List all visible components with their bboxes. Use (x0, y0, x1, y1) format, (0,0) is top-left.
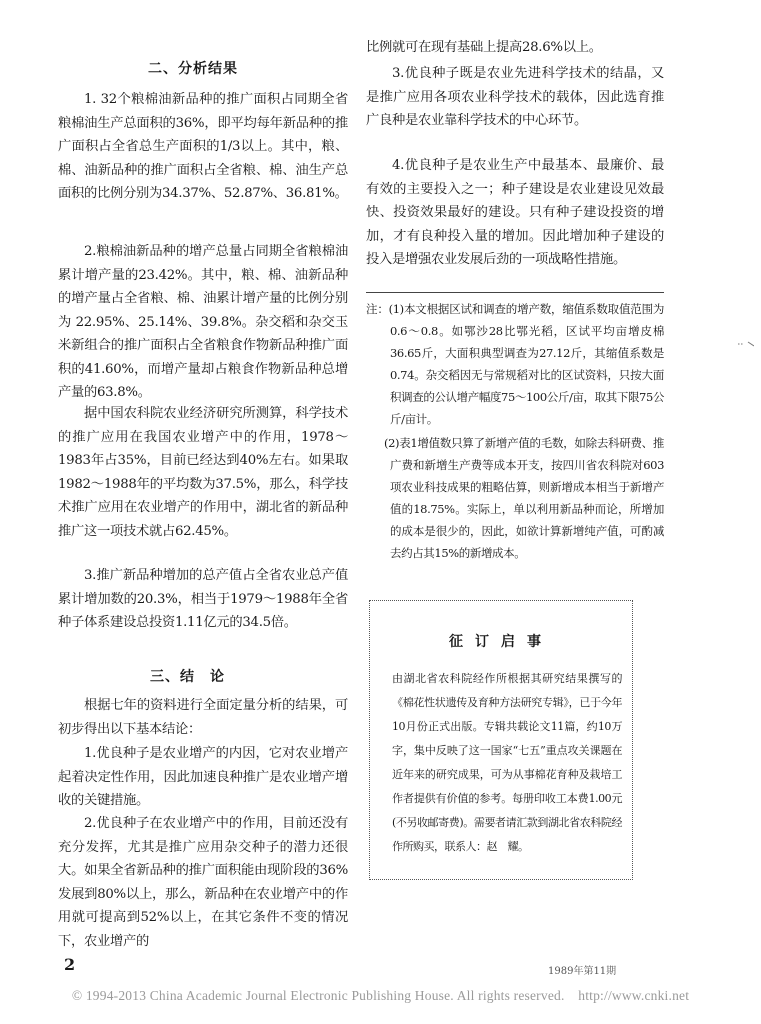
footnote-1-text: 注：(1)本文根据区试和调查的增产数，缩值系数取值范围为0.6～0.8。如鄂沙28比鄂光稻，区试平均亩增皮棉36.65斤，大面积典型调查为27.12斤，其缩值系数是0.74。杂交稻因无与常规稻对比的区试资料，只按大面积调查的公认增产幅度75～100公斤/亩，取其下限75公斤/亩计。 (366, 302, 664, 426)
para-result-1 (58, 88, 348, 206)
section-heading-analysis: 二、分析结果 (148, 61, 238, 77)
para-conclusion-intro-text: 根据七年的资料进行全面定量分析的结果，可初步得出以下基本结论： (58, 698, 348, 737)
notice-title: 征订启事 (449, 634, 553, 650)
subscription-notice-box (369, 600, 633, 880)
section-heading-conclusion: 三、结 论 (150, 669, 225, 685)
para-conclusion-2 (58, 812, 348, 953)
footnote-1 (366, 298, 664, 430)
para-result-2 (58, 240, 348, 405)
para-result-1-text: 1. 32个粮棉油新品种的推广面积占同期全省粮棉油生产总面积的36%，即平均每年新品种的推广面积占全省总生产面积的1/3以上。其中，粮、棉、油新品种的推广面积占全省粮、棉、油生产总面积的比例分别为34.37%、52.87%、36.81%。 (58, 92, 348, 201)
notice-body: 由湖北省农科院经作所根据其研究结果撰写的《棉花性状遗传及育种方法研究专辑》，已于今年10月份正式出版。专辑共载论文11篇，约10万字，集中反映了这一国家“七五”重点攻关课题在近年来的研究成果，可为从事棉花育种及栽培工作者提供有价值的参考。每册印收工本费1.00元(不另收邮寄费)。需要者请汇款到湖北省农科院经作所购买，联系人：赵 耀。 (392, 672, 622, 853)
para-continued-text: 比例就可在现有基础上提高28.6%以上。 (366, 40, 602, 55)
para-conclusion-4 (366, 154, 664, 272)
para-estimate-text: 据中国农科院农业经济研究所测算，科学技术的推广应用在我国农业增产中的作用，1978～1983年占35%，目前已经达到40%左右。如果取1982～1988年的平均数为37.5%，那么，科学技术推广应用在农业增产的作用中，湖北省的新品种推广这一项技术就占62.45%。 (58, 406, 348, 539)
para-conclusion-1-text: 1.优良种子是农业增产的内因，它对农业增产起着决定性作用，因此加速良种推广是农业增产增收的关键措施。 (58, 746, 348, 808)
para-result-3-text: 3.推广新品种增加的总产值占全省农业总产值累计增加数的20.3%，相当于1979～1988年全省种子体系建设总投资1.11亿元的34.5倍。 (58, 568, 348, 630)
para-result-3 (58, 564, 348, 635)
scan-mark-icon (738, 340, 754, 348)
footnote-2-text: (2)表1增值数只算了新增产值的毛数，如除去科研费、推广费和新增生产费等成本开支，按四川省农科院对603项农业科技成果的粗略估算，则新增成本相当于新增产值的18.75%。实际上，单以利用新品种而论，所增加的成本是很少的，因此，如欲计算新增纯产值，可酌减去约占其15%的新增成本。 (384, 436, 664, 560)
page-number: 2 (64, 955, 76, 974)
para-continued (366, 36, 664, 60)
para-conclusion-3 (366, 62, 664, 133)
issue-label: 1989年第11期 (548, 966, 617, 977)
footnote-2 (366, 432, 664, 564)
para-estimate (58, 402, 348, 543)
copyright-footer: © 1994-2013 China Academic Journal Electronic Publishing House. All rights reserved. http://www.cnki.net (71, 988, 690, 1003)
para-conclusion-intro (58, 694, 348, 741)
para-conclusion-4-text: 4.优良种子是农业生产中最基本、最廉价、最有效的主要投入之一；种子建设是农业建设见效最快、投资效果最好的建设。只有种子建设投资的增加，才有良种投入量的增加。因此增加种子建设的投入是增强农业发展后劲的一项战略性措施。 (366, 158, 664, 267)
para-conclusion-2-text: 2.优良种子在农业增产中的作用，目前还没有充分发挥，尤其是推广应用杂交种子的潜力还很大。如果全省新品种的推广面积能由现阶段的36%发展到80%以上，那么，新品种在农业增产中的作用就可提高到52%以上，在其它条件不变的情况下，农业增产的 (58, 816, 348, 949)
para-conclusion-3-text: 3.优良种子既是农业先进科学技术的结晶，又是推广应用各项农业科学技术的载体，因此选育推广良种是农业靠科学技术的中心环节。 (366, 66, 664, 128)
notes-divider (366, 292, 664, 293)
para-result-2-text: 2.粮棉油新品种的增产总量占同期全省粮棉油累计增产量的23.42%。其中，粮、棉、油新品种的增产量占全省粮、棉、油累计增产量的比例分别为 22.95%、25.14%、39.8%。杂交稻和杂交玉米新组合的推广面积占全省粮食作物新品种推广面积的41.60%，而增产量却占粮食作物新品种总增产量的63.8%。 (58, 244, 348, 400)
para-conclusion-1 (58, 742, 348, 813)
